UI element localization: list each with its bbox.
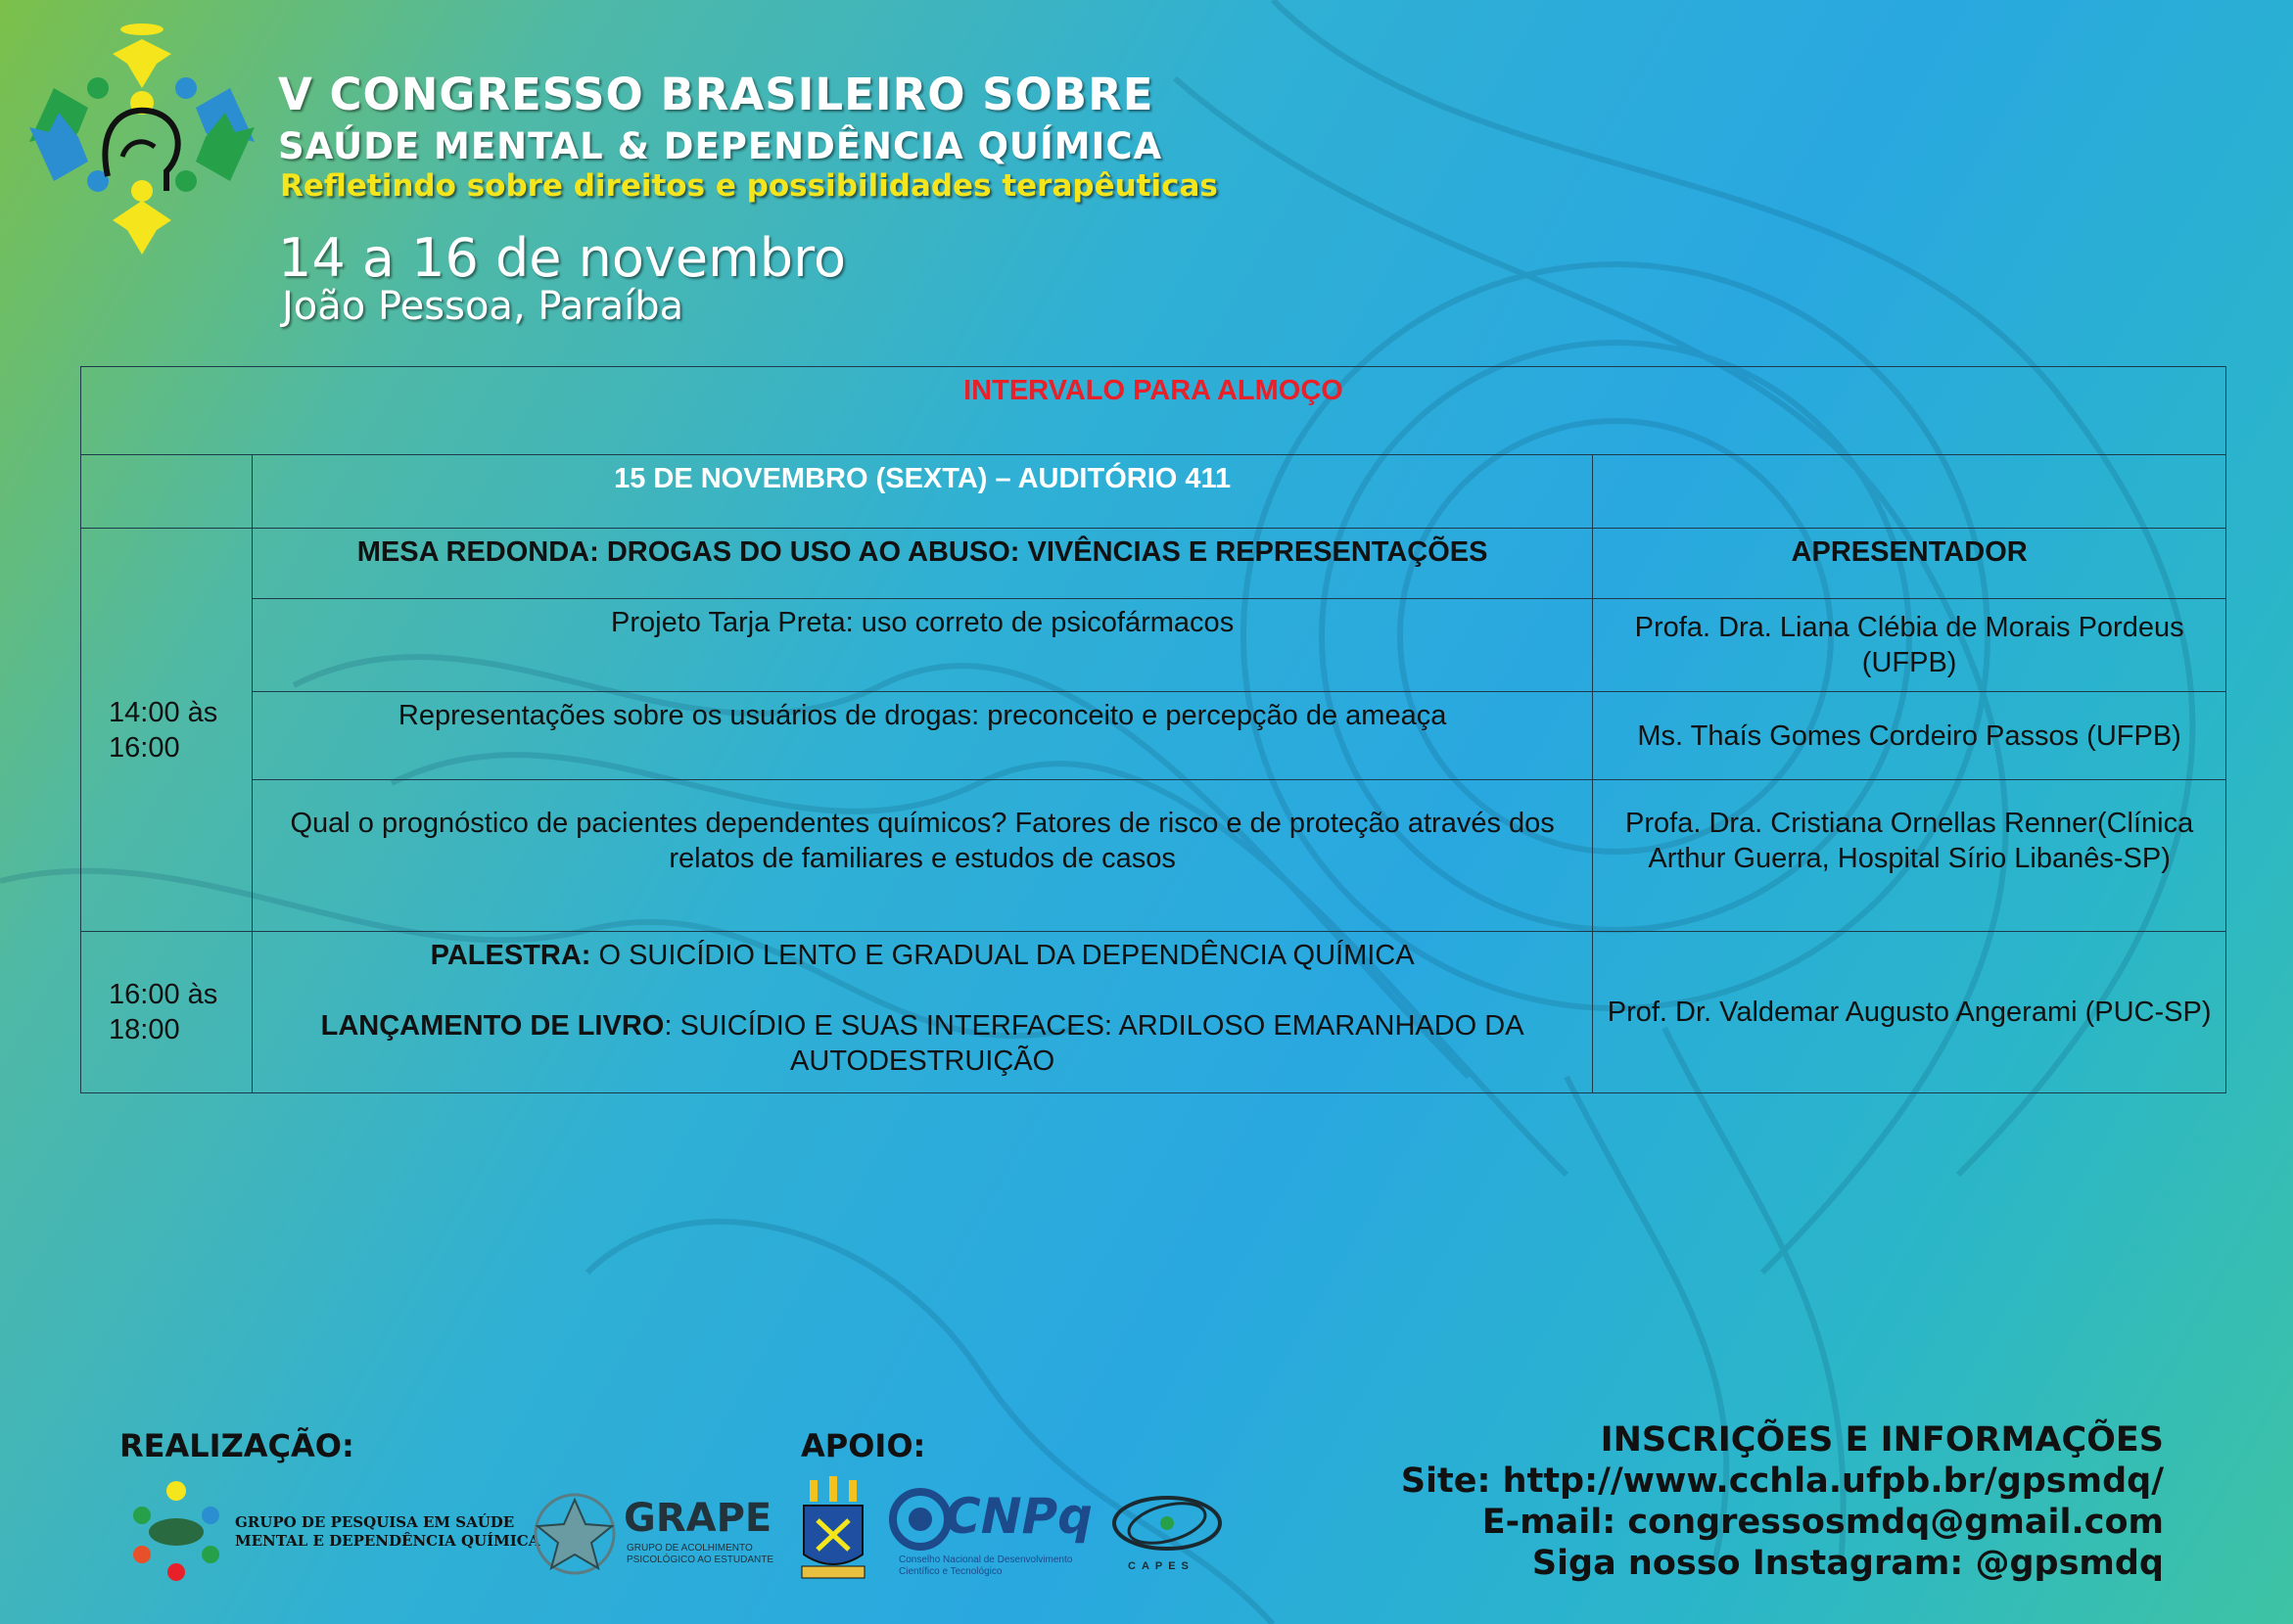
talk-presenter-cell (1593, 692, 2226, 780)
congress-title-line1: V CONGRESSO BRASILEIRO SOBRE (278, 69, 1154, 120)
capes-logo (1108, 1486, 1226, 1556)
grape-sub2: PSICOLÓGICO AO ESTUDANTE (627, 1554, 774, 1565)
talk-presenter: Profa. Dra. Cristiana Ornellas Renner(Clínica Arthur Guerra, Hospital Sírio Libanês-SP) (1625, 808, 2194, 874)
session-title-cell (252, 529, 1592, 599)
lecture-title: O SUICÍDIO LENTO E GRADUAL DA DEPENDÊNCIA QUÍMICA (590, 940, 1415, 971)
presenter-header: APRESENTADOR (1791, 536, 2028, 568)
lecture-presenter-cell (1593, 932, 2226, 1093)
day-label: 15 DE NOVEMBRO (SEXTA) – AUDITÓRIO 411 (614, 463, 1232, 494)
time-block1: 14:00 às 16:00 (109, 696, 218, 764)
talk-title-cell (252, 599, 1592, 692)
lecture-label: PALESTRA: (430, 940, 591, 971)
cnpq-name: CNPq (945, 1488, 1093, 1545)
table-row (81, 599, 2226, 692)
table-row (81, 692, 2226, 780)
break-label: INTERVALO PARA ALMOÇO (963, 375, 1343, 406)
empty-cell (1593, 455, 2226, 529)
congress-city: João Pessoa, Paraíba (282, 284, 684, 329)
congress-dates: 14 a 16 de novembro (278, 227, 847, 289)
cnpq-sub2: Científico e Tecnológico (899, 1566, 1003, 1577)
lecture-presenter: Prof. Dr. Valdemar Augusto Angerami (PUC-SP) (1607, 997, 2212, 1028)
time-cell-block2 (81, 932, 253, 1093)
ufpb-emblem (798, 1476, 868, 1586)
congress-logo (20, 15, 264, 255)
table-row (81, 455, 2226, 529)
lecture-line (258, 938, 1586, 973)
grape-logo (529, 1490, 622, 1578)
empty-cell (81, 455, 253, 529)
book-label: LANÇAMENTO DE LIVRO (320, 1010, 665, 1042)
talk-title: Qual o prognóstico de pacientes dependentes químicos? Fatores de risco e de proteção através dos relatos de familiares e estudos de casos (290, 808, 1555, 874)
break-cell (81, 367, 2226, 455)
gpsmdq-text-line2: MENTAL E DEPENDÊNCIA QUÍMICA (235, 1532, 540, 1550)
gpsmdq-logo (122, 1476, 230, 1584)
schedule-table (80, 366, 2226, 1093)
table-row (81, 780, 2226, 932)
talk-presenter: Ms. Thaís Gomes Cordeiro Passos (UFPB) (1637, 719, 2181, 752)
presenter-header-cell (1593, 529, 2226, 599)
book-line (258, 1008, 1586, 1079)
congress-title-line2: SAÚDE MENTAL & DEPENDÊNCIA QUÍMICA (278, 125, 1163, 167)
session-title: MESA REDONDA: DROGAS DO USO AO ABUSO: VIVÊNCIAS E REPRESENTAÇÕES (356, 536, 1488, 568)
email-link[interactable]: E-mail: congressosmdq@gmail.com (1481, 1503, 2164, 1542)
apoio-label: APOIO: (801, 1427, 926, 1464)
talk-presenter-cell (1593, 780, 2226, 932)
congress-subtitle: Refletindo sobre direitos e possibilidades terapêuticas (280, 168, 1218, 204)
capes-name: CAPES (1128, 1560, 1194, 1572)
contact-info (1401, 1419, 2164, 1584)
talk-presenter: Profa. Dra. Liana Clébia de Morais Pordeus (UFPB) (1634, 612, 2184, 678)
grape-sub1: GRUPO DE ACOLHIMENTO (627, 1543, 753, 1554)
table-row (81, 367, 2226, 455)
talk-title-cell (252, 780, 1592, 932)
time-cell-block1 (81, 529, 253, 932)
talk-title: Representações sobre os usuários de drogas: preconceito e percepção de ameaça (398, 700, 1447, 731)
book-title: : SUICÍDIO E SUAS INTERFACES: ARDILOSO EMARANHADO DA AUTODESTRUIÇÃO (664, 1010, 1524, 1077)
talk-presenter-cell (1593, 599, 2226, 692)
cnpq-sub1: Conselho Nacional de Desenvolvimento (899, 1554, 1073, 1565)
site-link[interactable]: Site: http://www.cchla.ufpb.br/gpsmdq/ (1400, 1462, 2164, 1501)
day-cell (252, 455, 1592, 529)
info-title: INSCRIÇÕES E INFORMAÇÕES (1600, 1420, 2164, 1460)
talk-title-cell (252, 692, 1592, 780)
realizacao-label: REALIZAÇÃO: (119, 1427, 354, 1464)
talk-title: Projeto Tarja Preta: uso correto de psicofármacos (611, 607, 1235, 638)
time-block2: 16:00 às 18:00 (109, 979, 218, 1045)
table-row (81, 529, 2226, 599)
grape-name: GRAPE (624, 1496, 772, 1541)
gpsmdq-text-line1: GRUPO DE PESQUISA EM SAÚDE (235, 1513, 515, 1531)
cnpq-symbol (889, 1488, 953, 1552)
instagram-handle[interactable]: Siga nosso Instagram: @gpsmdq (1531, 1544, 2164, 1583)
table-row (81, 932, 2226, 1093)
lecture-cell (252, 932, 1592, 1093)
